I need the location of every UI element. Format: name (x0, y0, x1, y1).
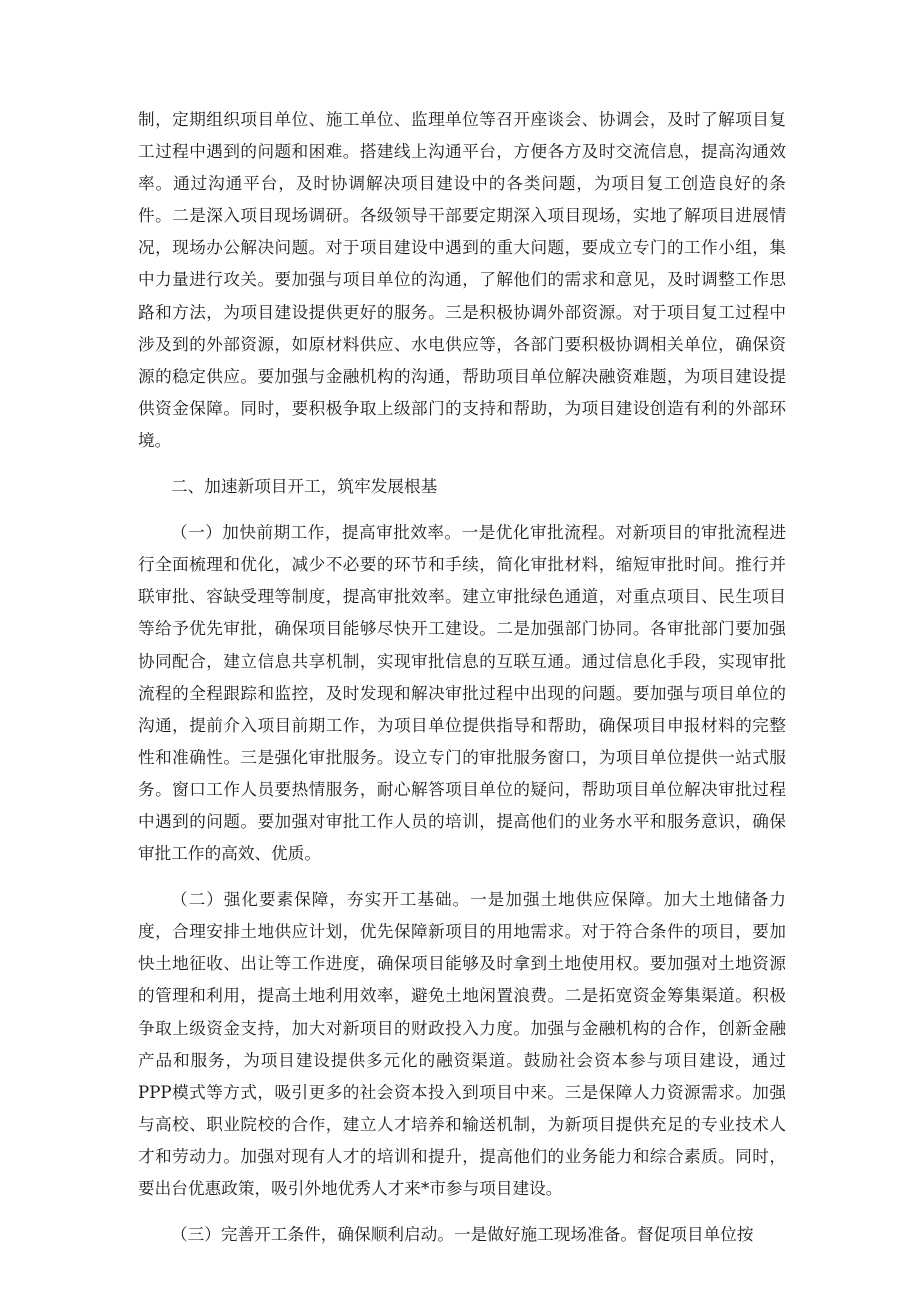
paragraph-subsection-2: （二）强化要素保障，夯实开工基础。一是加强土地供应保障。加大土地储备力度，合理安排土地供应计划，优先保障新项目的用地需求。对于符合条件的项目，要加快土地征收、出让等工作进度，确保项目能够及时拿到土地使用权。要加强对土地资源的管理和利用，提高土地利用效率，避免土地闲置浪费。二是拓宽资金筹集渠道。积极争取上级资金支持，加大对新项目的财政投入力度。加强与金融机构的合作，创新金融产品和服务，为项目建设提供多元化的融资渠道。鼓励社会资本参与项目建设，通过PPP模式等方式，吸引更多的社会资本投入到项目中来。三是保障人力资源需求。加强与高校、职业院校的合作，建立人才培养和输送机制，为新项目提供充足的专业技术人才和劳动力。加强对现有人才的培训和提升，提高他们的业务能力和综合素质。同时，要出台优惠政策，吸引外地优秀人才来*市参与项目建设。 (138, 890, 786, 1198)
paragraph-subsection-3: （三）完善开工条件，确保顺利启动。一是做好施工现场准备。督促项目单位按 (171, 1225, 754, 1245)
document-page (138, 104, 786, 1251)
section-heading-2: 二、加速新项目开工，筑牢发展根基 (171, 477, 438, 497)
paragraph-subsection-1: （一）加快前期工作，提高审批效率。一是优化审批流程。对新项目的审批流程进行全面梳理和优化，减少不必要的环节和手续，简化审批材料，缩短审批时间。推行并联审批、容缺受理等制度，提高审批效率。建立审批绿色通道，对重点项目、民生项目等给予优先审批，确保项目能够尽快开工建设。二是加强部门协同。各审批部门要加强协同配合，建立信息共享机制，实现审批信息的互联互通。通过信息化手段，实现审批流程的全程跟踪和监控，及时发现和解决审批过程中出现的问题。要加强与项目单位的沟通，提前介入项目前期工作，为项目单位提供指导和帮助，确保项目申报材料的完整性和准确性。三是强化审批服务。设立专门的审批服务窗口，为项目单位提供一站式服务。窗口工作人员要热情服务，耐心解答项目单位的疑问，帮助项目单位解决审批过程中遇到的问题。要加强对审批工作人员的培训，提高他们的业务水平和服务意识，确保审批工作的高效、优质。 (138, 523, 786, 864)
paragraph-continuation: 制，定期组织项目单位、施工单位、监理单位等召开座谈会、协调会，及时了解项目复工过程中遇到的问题和困难。搭建线上沟通平台，方便各方及时交流信息，提高沟通效率。通过沟通平台，及时协调解决项目建设中的各类问题，为项目复工创造良好的条件。二是深入项目现场调研。各级领导干部要定期深入项目现场，实地了解项目进展情况，现场办公解决问题。对于项目建设中遇到的重大问题，要成立专门的工作小组，集中力量进行攻关。要加强与项目单位的沟通，了解他们的需求和意见，及时调整工作思路和方法，为项目建设提供更好的服务。三是积极协调外部资源。对于项目复工过程中涉及到的外部资源，如原材料供应、水电供应等，各部门要积极协调相关单位，确保资源的稳定供应。要加强与金融机构的沟通，帮助项目单位解决融资难题，为项目建设提供资金保障。同时，要积极争取上级部门的支持和帮助，为项目建设创造有利的外部环境。 (138, 110, 786, 450)
